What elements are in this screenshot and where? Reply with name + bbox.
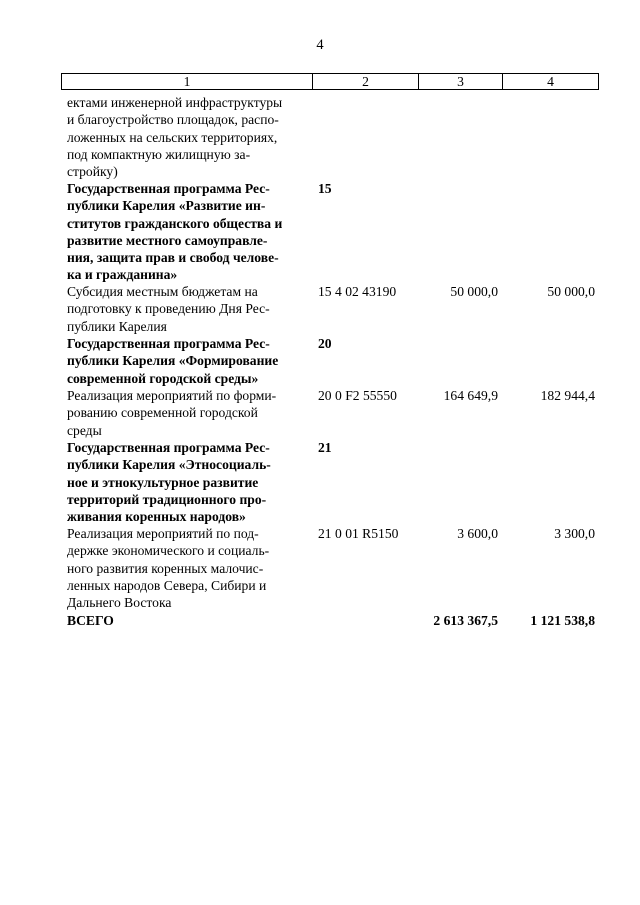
column-header-2: 2	[313, 74, 419, 89]
total-sum-col3: 2 613 367,5	[433, 613, 498, 628]
row-sum-col3: 50 000,0	[450, 284, 498, 299]
table-header	[61, 73, 599, 90]
total-label: ВСЕГО	[67, 613, 114, 628]
row-code: 20 0 F2 55550	[318, 388, 397, 403]
program-code: 15	[318, 181, 332, 196]
row-sum-col4: 182 944,4	[540, 388, 595, 403]
program-title: Государственная программа Рес- публики Карелия «Этносоциаль- ное и этнокультурное развитие территорий традиционного про- живания коренных народов»	[67, 440, 271, 525]
row-sum-col4: 3 300,0	[554, 526, 595, 541]
row-sum-col3: 164 649,9	[443, 388, 498, 403]
row-sum-col3: 3 600,0	[457, 526, 498, 541]
program-title: Государственная программа Рес- публики Карелия «Развитие ин- ститутов гражданского общества и развитие местного самоуправле- ния, защита прав и свобод челове- ка и гражданина»	[67, 181, 283, 283]
row-name: ектами инженерной инфраструктуры и благоустройство площадок, распо- ложенных на сельских территориях, под компактную жилищную за- стройку)	[67, 95, 283, 180]
row-name: Реализация мероприятий по форми- рованию современной городской среды	[67, 388, 277, 438]
total-sum-col4: 1 121 538,8	[530, 613, 595, 628]
row-name: Субсидия местным бюджетам на подготовку к проведению Дня Рес- публики Карелия	[67, 284, 270, 334]
program-title: Государственная программа Рес- публики Карелия «Формирование современной городской среды»	[67, 336, 279, 386]
program-code: 21	[318, 440, 332, 455]
column-header-1: 1	[62, 74, 313, 89]
column-header-4: 4	[547, 74, 554, 89]
page-number: 4	[316, 37, 324, 53]
row-code: 15 4 02 43190	[318, 284, 397, 299]
program-code: 20	[318, 336, 332, 351]
row-sum-col4: 50 000,0	[547, 284, 595, 299]
column-header-3: 3	[419, 74, 503, 89]
row-name: Реализация мероприятий по под- держке экономического и социаль- ного развития коренных малочис- ленных народов Севера, Сибири и Дальнего Востока	[67, 526, 270, 611]
row-code: 21 0 01 R5150	[318, 526, 399, 541]
